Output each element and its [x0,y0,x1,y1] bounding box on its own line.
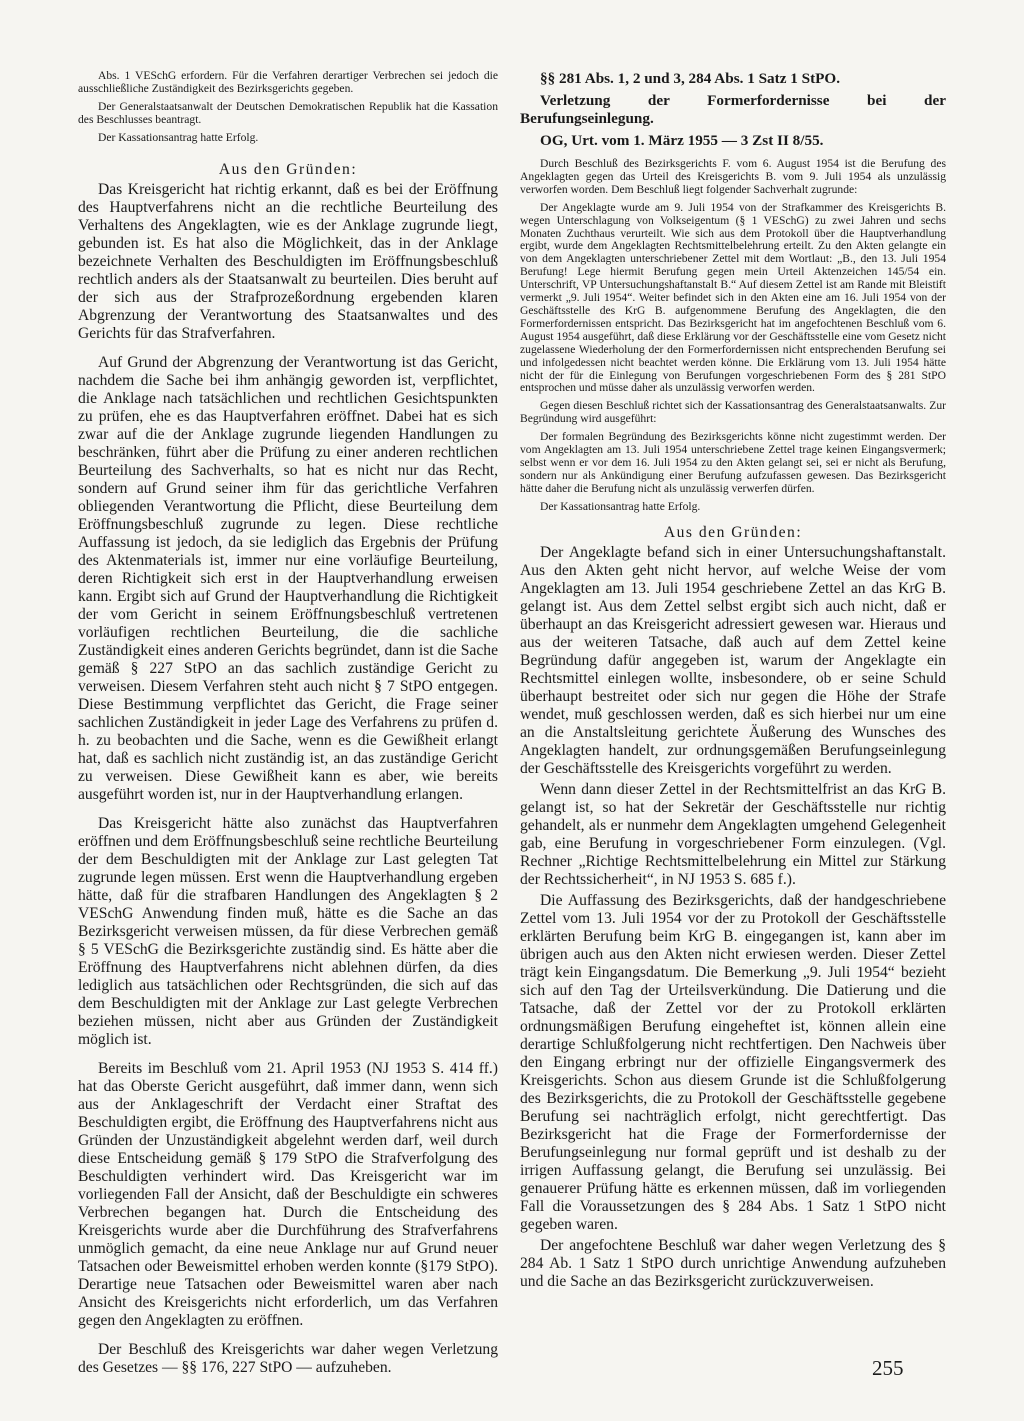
summary-paragraph: Der Angeklagte wurde am 9. Juli 1954 von der Strafkammer des Kreisgerichts B. wegen Unterschlagung von Volkseigentum (§ 1 VESchG) zu zwei Jahren und sechs Monaten Zuchthaus verurteilt. Wie sich aus dem Protokoll über die Hauptverhandlung ergibt, wurde dem Angeklagten Rechtsmittelbelehrung erteilt. Zu den Akten gelangte ein von dem Angeklagten unterschriebener Zettel mit dem Wortlaut: „B., den 13. Juli 1954 Berufung! Lege hiermit Berufung gegen mein Urteil Aktenzeichen 145/54 ein. Unterschrift, VP Untersuchungshaftanstalt B.“ Auf diesem Zettel ist am Rande mit Bleistift vermerkt „9. Juli 1954“. Weiter befindet sich in den Akten eine am 16. Juli 1954 von der Geschäftsstelle des KrG B. aufgenommene Berufung des Angeklagten, die den Formerfordernissen entspricht. Das Bezirksgericht hat im angefochtenen Beschluß vom 6. August 1954 ausgeführt, daß diese Erklärung vor der Geschäftsstelle eine vom Gesetz nicht zugelassene Wiederholung der den Formerfordernissen nicht entsprechenden Berufung sei und infolgedessen nicht beachtet werden könne. Die Erklärung vom 13. Juli 1954 hätte nicht der für die Einlegung von Berufungen vorgeschriebenen Form des § 281 StPO entsprochen und müsse daher als unzulässig verworfen werden. [520,200,946,395]
left-column [78,70,498,1377]
body-paragraph: Der angefochtene Beschluß war daher wegen Verletzung des § 284 Ab. 1 Satz 1 StPO durch unrichtige Anwendung aufzuheben und die Sache an das Bezirksgericht zurückzuverweisen. [520,1236,946,1290]
case-title: Verletzung der Formerfordernisse bei der Berufungseinlegung. [520,92,946,127]
body-paragraph: Bereits im Beschluß vom 21. April 1953 (NJ 1953 S. 414 ff.) hat das Oberste Gericht ausgeführt, daß immer dann, wenn sich aus der Anklageschrift der Verdacht einer Straftat des Beschuldigten ergibt, die Eröffnung des Hauptverfahrens nicht aus Gründen der Unzuständigkeit abgelehnt werden darf, weil durch diese Entscheidung gemäß § 179 StPO die Strafverfolgung des Beschuldigten verhindert wird. Das Kreisgericht war im vorliegenden Fall der Ansicht, daß der Beschuldigte ein schweres Verbrechen begangen hat. Durch die Entscheidung des Kreisgerichts wurde aber die Durchführung des Strafverfahrens unmöglich gemacht, da eine neue Anklage nur auf Grund neuer Tatsachen oder Beweismittel erhoben werden konnte (§179 StPO). Derartige neue Tatsachen oder Beweismittel waren aber nach Ansicht des Kreisgerichts nicht erforderlich, um das Verfahren gegen den Angeklagten zu eröffnen. [78,1059,498,1329]
reasons-heading: Aus den Gründen: [218,160,358,178]
body-paragraph: Das Kreisgericht hat richtig erkannt, daß es bei der Eröffnung des Hauptverfahrens nicht an die rechtliche Beurteilung des Verhaltens des Angeklagten, wie es der Anklage zugrunde liegt, gebunden ist. Es hat also die Möglichkeit, das in der Anklage bezeichnete Verhalten des Beschuldigten im Eröffnungsbeschluß rechtlich anders als der Staatsanwalt zu beurteilen. Dies beruht auf der sich aus der Strafprozeßordnung ergebenden klaren Abgrenzung der Verantwortung des Staatsanwaltes und des Gerichts für das Strafverfahren. [78,180,498,342]
intro-paragraph: Der Kassationsantrag hatte Erfolg. [98,130,259,144]
body-paragraph: Der Beschluß des Kreisgerichts war daher wegen Verletzung des Gesetzes — §§ 176, 227 StPO — aufzuheben. [78,1340,498,1376]
court-reference: OG, Urt. vom 1. März 1955 — 3 Zst II 8/55. [540,132,824,149]
intro-paragraph: Der Generalstaatsanwalt der Deutschen Demokratischen Republik hat die Kassation des Beschlusses beantragt. [78,99,498,126]
body-paragraph: Der Angeklagte befand sich in einer Untersuchungshaftanstalt. Aus den Akten geht nicht hervor, auf welche Weise der vom Angeklagten am 13. Juli 1954 geschriebene Zettel an das KrG B. gelangt ist. Aus dem Zettel selbst ergibt sich auch nicht, daß er überhaupt an das Kreisgericht adressiert gewesen war. Hieraus und aus der weiteren Tatsache, daß auch auf dem Zettel keine Begründung dafür angegeben ist, warum der Angeklagte ein Rechtsmittel einlegen wollte, insbesondere, ob er seine Schuld überhaupt bestreitet oder sich nur gegen die Höhe der Strafe wendet, muß geschlossen werden, daß es sich hierbei nur um eine an die Anstaltsleitung gerichtete Äußerung des Wunsches des Angeklagten handelt, zur ordnungsgemäßen Berufungseinlegung der Geschäftsstelle des Kreisgerichts vorgeführt zu werden. [520,543,946,777]
body-paragraph: Auf Grund der Abgrenzung der Verantwortung ist das Gericht, nachdem die Sache bei ihm anhängig geworden ist, verpflichtet, die Anklage nach tatsächlichen und rechtlichen Gesichtspunkten zu prüfen, ehe es das Hauptverfahren eröffnet. Dabei hat es sich zwar auf die der Anklage zugrunde liegenden Handlungen zu beschränken, führt aber die Prüfung zu einer anderen rechtlichen Beurteilung des Sachverhalts, so hat es nicht nur das Recht, sondern auf Grund seiner ihm für das gerichtliche Verfahren obliegenden Verantwortung die Pflicht, diese Beurteilung dem Eröffnungsbeschluß zugrunde zu legen. Diese rechtliche Auffassung ist jedoch, da sie lediglich das Ergebnis der Prüfung des Aktenmaterials ist, immer nur eine vorläufige Beurteilung, deren Richtigkeit sich erst in der Hauptverhandlung erweisen kann. Ergibt sich auf Grund der Hauptverhandlung die Richtigkeit der vom Gericht in seinem Eröffnungsbeschluß vertretenen vorläufigen rechtlichen Beurteilung, die die sachliche Zuständigkeit eines anderen Gerichts begründet, dann ist die Sache gemäß § 227 StPO an das sachlich zuständige Gericht zu verweisen. Diesem Verfahren steht auch nicht § 7 StPO entgegen. Diese Bestimmung verpflichtet das Gericht, die Frage seiner sachlichen Zuständigkeit in jeder Lage des Verfahrens zu prüfen d. h. zu beobachten und die Sache, wenn es die Gewißheit erlangt hat, daß es sachlich nicht zuständig ist, an das zuständige Gericht zu verweisen. Diese Gewißheit kann es aber, wie bereits ausgeführt worden ist, nur in der Hauptverhandlung erlangen. [78,353,498,803]
law-reference: §§ 281 Abs. 1, 2 und 3, 284 Abs. 1 Satz 1 StPO. [540,70,841,87]
intro-paragraph: Abs. 1 VESchG erfordern. Für die Verfahren derartiger Verbrechen sei jedoch die ausschließliche Zuständigkeit des Bezirksgerichts gegeben. [78,69,498,95]
summary-paragraph: Der formalen Begründung des Bezirksgerichts könne nicht zugestimmt werden. Der vom Angeklagten am 13. Juli 1954 unterschriebene Zettel trage keinen Eingangsvermerk; selbst wenn er vor dem 16. Juli 1954 zu den Akten gelangt sei, sei er nicht als Berufung, sondern nur als Ankündigung einer Berufung aufzufassen gewesen. Das Bezirksgericht hätte daher die Berufung nicht als unzulässig verwerfen dürfen. [520,430,946,495]
body-paragraph: Die Auffassung des Bezirksgerichts, daß der handgeschriebene Zettel vom 13. Juli 1954 vor der zu Protokoll der Geschäftsstelle erklärten Berufung beim KrG B. eingegangen ist, kann aber im übrigen auch aus den Akten nicht erwiesen werden. Dieser Zettel trägt kein Eingangsdatum. Die Bemerkung „9. Juli 1954“ bezieht sich auf den Tag der Urteilsverkündung. Die Datierung und die Tatsache, daß der Zettel vor der zu Protokoll erklärten ordnungsmäßigen Berufung eingeheftet ist, können allein eine derartige Schlußfolgerung nicht rechtfertigen. Den Nachweis über den Eingang erbringt nur der offizielle Eingangsvermerk des Kreisgerichts. Schon aus diesem Grunde ist die Schlußfolgerung des Bezirksgerichts, die zu Protokoll der Geschäftsstelle gegebene Berufung sei nachträglich erfolgt, nicht gerechtfertigt. Das Bezirksgericht hat die Frage der Formerfordernisse der Berufungseinlegung nur formal geprüft und ist deshalb zu der irrigen Auffassung gelangt, die Berufung sei unzulässig. Bei genauerer Prüfung hätte es erkennen müssen, daß im vorliegenden Fall die Voraussetzungen des § 284 Abs. 1 Satz 1 StPO nicht gegeben waren. [520,891,946,1233]
right-column [520,70,946,1291]
summary-paragraph: Durch Beschluß des Bezirksgerichts F. vom 6. August 1954 ist die Berufung des Angeklagten gegen das Urteil des Kreisgerichts B. vom 9. Juli 1954 als unzulässig verworfen worden. Dem Beschluß liegt folgender Sachverhalt zugrunde: [520,157,946,196]
summary-paragraph: Gegen diesen Beschluß richtet sich der Kassationsantrag des Generalstaatsanwalts. Zur Begründung wird ausgeführt: [520,399,946,426]
body-paragraph: Das Kreisgericht hätte also zunächst das Hauptverfahren eröffnen und dem Eröffnungsbeschluß seine rechtliche Beurteilung der dem Beschuldigten mit der Anklage zur Last gelegten Tat zugrunde legen müssen. Erst wenn die Hauptverhandlung ergeben hätte, daß für die strafbaren Handlungen des Angeklagten § 2 VESchG Anwendung finden muß, hätte es die Sache an das Bezirksgericht verweisen müssen, da für diese Verbrechen gemäß § 5 VESchG die Bezirksgerichte zuständig sind. Es hätte aber die Eröffnung des Hauptverfahrens nicht ablehnen dürfen, da dies lediglich aus tatsächlichen oder Rechtsgründen, die sich auf das dem Beschuldigten mit der Anklage zur Last gelegte Verbrechen beziehen müssen, nicht aber aus Gründen der Zuständigkeit möglich ist. [78,814,498,1048]
body-paragraph: Wenn dann dieser Zettel in der Rechtsmittelfrist an das KrG B. gelangt ist, so hat der Sekretär der Geschäftsstelle nur richtig gehandelt, als er nunmehr dem Angeklagten umgehend Gelegenheit gab, eine Berufung in vorgeschriebener Form einzulegen. (Vgl. Rechner „Richtige Rechtsmittelbelehrung ein Mittel zur Stärkung der Rechtssicherheit“, in NJ 1953 S. 685 f.). [520,780,946,888]
page-number: 255 [872,1356,904,1380]
summary-paragraph: Der Kassationsantrag hatte Erfolg. [540,499,701,513]
reasons-heading: Aus den Gründen: [663,523,803,541]
